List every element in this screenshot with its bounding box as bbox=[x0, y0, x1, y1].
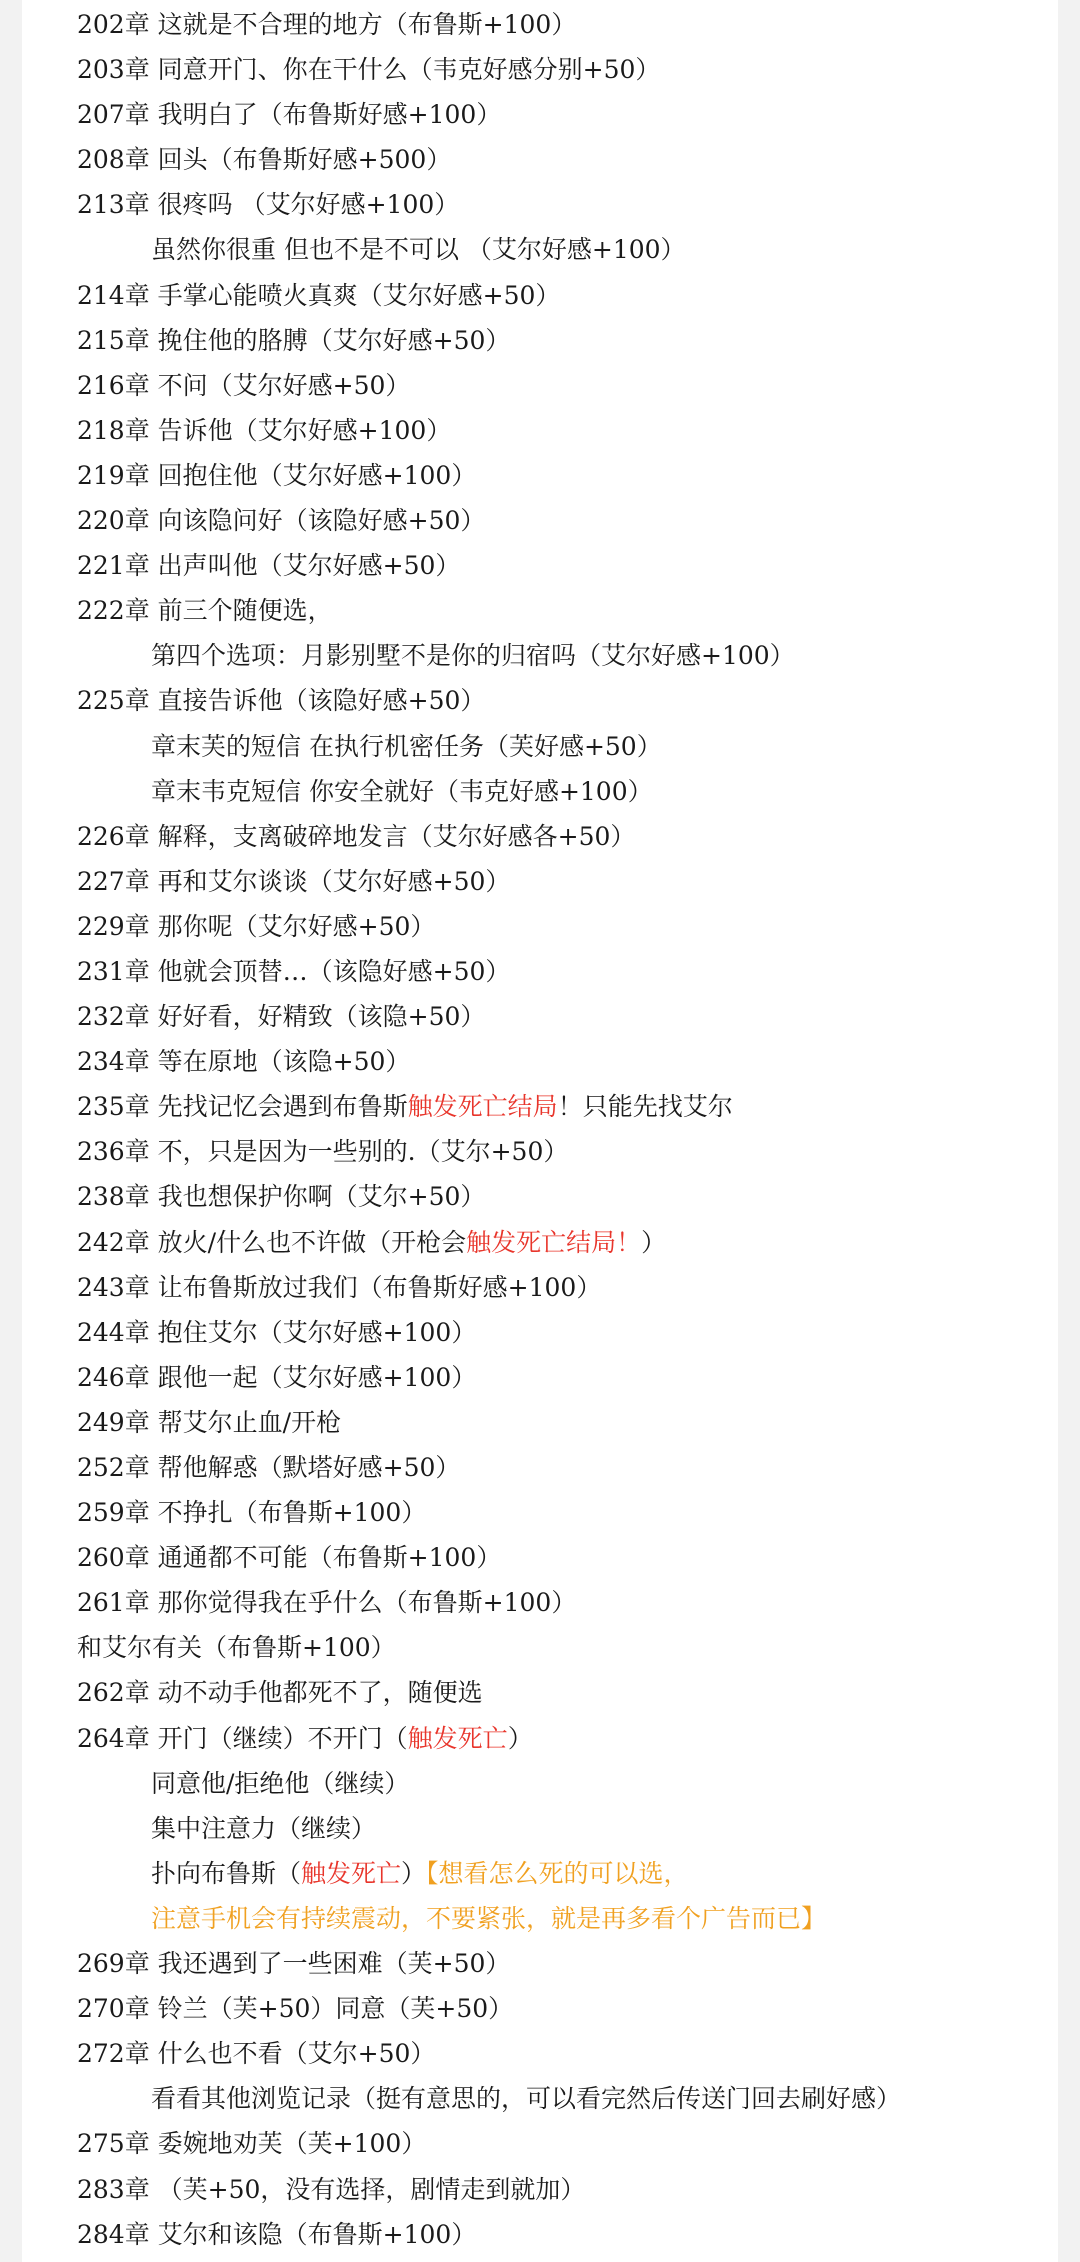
sub-option-line bbox=[77, 769, 1057, 814]
line-text: 扑向布鲁斯（ bbox=[151, 1858, 302, 1888]
line-text: 第四个选项：月影别墅不是你的归宿吗（艾尔好感+100） bbox=[151, 641, 795, 671]
chapter-entry-line bbox=[77, 859, 1057, 904]
chapter-entry-line bbox=[77, 814, 1057, 859]
sub-option-line bbox=[77, 1806, 1057, 1851]
chapter-entry-line bbox=[77, 47, 1057, 92]
line-text: ！只能先找艾尔 bbox=[557, 1092, 733, 1122]
document-page bbox=[22, 0, 1058, 2262]
chapter-entry-line bbox=[77, 1129, 1057, 1174]
line-text: ） bbox=[507, 1723, 533, 1753]
line-text: 272章 什么也不看（艾尔+50） bbox=[77, 2039, 436, 2069]
line-text: 249章 帮艾尔止血/开枪 bbox=[77, 1407, 342, 1437]
line-text: ） bbox=[401, 1858, 427, 1888]
line-text: 235章 先找记忆会遇到布鲁斯 bbox=[77, 1092, 408, 1122]
line-text: 218章 告诉他（艾尔好感+100） bbox=[77, 415, 452, 445]
line-text: 262章 动不动手他都死不了，随便选 bbox=[77, 1678, 483, 1708]
chapter-entry-line bbox=[77, 1220, 1057, 1265]
chapter-entry-line bbox=[77, 1265, 1057, 1310]
chapter-entry-line bbox=[77, 2, 1057, 47]
guide-lines-list bbox=[77, 2, 1057, 2257]
line-text: 261章 那你觉得我在乎什么（布鲁斯+100） bbox=[77, 1588, 577, 1618]
chapter-entry-line bbox=[77, 318, 1057, 363]
chapter-entry-line bbox=[77, 1535, 1057, 1580]
line-text: 208章 回头（布鲁斯好感+500） bbox=[77, 145, 452, 175]
sub-option-line bbox=[77, 227, 1057, 272]
chapter-entry-line bbox=[77, 363, 1057, 408]
chapter-entry-line bbox=[77, 1490, 1057, 1535]
death-warning-text: 触发死亡 bbox=[301, 1858, 402, 1888]
line-text: 229章 那你呢（艾尔好感+50） bbox=[77, 911, 436, 941]
chapter-entry-line bbox=[77, 904, 1057, 949]
death-warning-text: 触发死亡结局 bbox=[407, 1092, 558, 1122]
chapter-entry-line bbox=[77, 273, 1057, 318]
line-text: 243章 让布鲁斯放过我们（布鲁斯好感+100） bbox=[77, 1272, 602, 1302]
chapter-entry-line bbox=[77, 1084, 1057, 1129]
chapter-entry-line bbox=[77, 1310, 1057, 1355]
line-text: 219章 回抱住他（艾尔好感+100） bbox=[77, 460, 477, 490]
line-text: 234章 等在原地（该隐+50） bbox=[77, 1047, 411, 1077]
line-text: 226章 解释，支离破碎地发言（艾尔好感各+50） bbox=[77, 821, 636, 851]
line-text: 215章 挽住他的胳膊（艾尔好感+50） bbox=[77, 325, 511, 355]
line-text: 章末芙的短信 在执行机密任务（芙好感+50） bbox=[151, 731, 662, 761]
line-text: 264章 开门（继续）不开门（ bbox=[77, 1723, 408, 1753]
line-text: 虽然你很重 但也不是不可以 （艾尔好感+100） bbox=[151, 235, 686, 265]
tip-note-text: 【想看怎么死的可以选， bbox=[426, 1858, 689, 1888]
line-text: 214章 手掌心能喷火真爽（艾尔好感+50） bbox=[77, 280, 561, 310]
line-text: 和艾尔有关（布鲁斯+100） bbox=[77, 1633, 396, 1663]
chapter-entry-line bbox=[77, 1986, 1057, 2031]
line-text: 238章 我也想保护你啊（艾尔+50） bbox=[77, 1182, 486, 1212]
chapter-entry-line bbox=[77, 2121, 1057, 2166]
chapter-entry-line bbox=[77, 2167, 1057, 2212]
line-text: 集中注意力（继续） bbox=[151, 1813, 377, 1843]
chapter-entry-line bbox=[77, 2212, 1057, 2257]
chapter-entry-line bbox=[77, 1174, 1057, 1219]
chapter-entry-line bbox=[77, 1716, 1057, 1761]
line-text: 284章 艾尔和该隐（布鲁斯+100） bbox=[77, 2219, 477, 2249]
line-text: 260章 通通都不可能（布鲁斯+100） bbox=[77, 1543, 502, 1573]
line-text: 275章 委婉地劝芙（芙+100） bbox=[77, 2129, 427, 2159]
line-text: 232章 好好看，好精致（该隐+50） bbox=[77, 1002, 486, 1032]
sub-option-line bbox=[77, 724, 1057, 769]
sub-option-line bbox=[77, 1761, 1057, 1806]
line-text: 221章 出声叫他（艾尔好感+50） bbox=[77, 551, 461, 581]
chapter-entry-line bbox=[77, 1400, 1057, 1445]
sub-option-line bbox=[77, 2076, 1057, 2121]
chapter-entry-line bbox=[77, 1039, 1057, 1084]
line-text: 269章 我还遇到了一些困难（芙+50） bbox=[77, 1949, 511, 1979]
chapter-entry-line bbox=[77, 543, 1057, 588]
chapter-entry-line bbox=[77, 2031, 1057, 2076]
chapter-entry-line bbox=[77, 1580, 1057, 1625]
line-text: 章末韦克短信 你安全就好（韦克好感+100） bbox=[151, 776, 653, 806]
chapter-entry-line bbox=[77, 1355, 1057, 1400]
chapter-entry-line bbox=[77, 453, 1057, 498]
chapter-entry-line bbox=[77, 994, 1057, 1039]
line-text: 259章 不挣扎（布鲁斯+100） bbox=[77, 1498, 427, 1528]
line-text: 213章 很疼吗 （艾尔好感+100） bbox=[77, 190, 460, 220]
line-text: 225章 直接告诉他（该隐好感+50） bbox=[77, 686, 486, 716]
chapter-entry-line bbox=[77, 1941, 1057, 1986]
death-warning-text: 触发死亡 bbox=[407, 1723, 508, 1753]
chapter-entry-line bbox=[77, 949, 1057, 994]
chapter-entry-line bbox=[77, 182, 1057, 227]
line-text: 236章 不，只是因为一些别的.（艾尔+50） bbox=[77, 1137, 569, 1167]
line-text: 222章 前三个随便选， bbox=[77, 596, 333, 626]
death-warning-text: 触发死亡结局！ bbox=[466, 1227, 642, 1257]
line-text: 283章 （芙+50，没有选择，剧情走到就加） bbox=[77, 2174, 586, 2204]
chapter-entry-line bbox=[77, 1445, 1057, 1490]
sub-option-line bbox=[77, 1896, 1057, 1941]
line-text: 244章 抱住艾尔（艾尔好感+100） bbox=[77, 1317, 477, 1347]
chapter-entry-line bbox=[77, 498, 1057, 543]
line-text: 202章 这就是不合理的地方（布鲁斯+100） bbox=[77, 10, 577, 39]
line-text: 246章 跟他一起（艾尔好感+100） bbox=[77, 1362, 477, 1392]
sub-option-line bbox=[77, 1851, 1057, 1896]
chapter-entry-line bbox=[77, 137, 1057, 182]
line-text: 同意他/拒绝他（继续） bbox=[151, 1768, 410, 1798]
sub-option-line bbox=[77, 633, 1057, 678]
chapter-entry-line bbox=[77, 92, 1057, 137]
line-text: ） bbox=[641, 1227, 667, 1257]
line-text: 227章 再和艾尔谈谈（艾尔好感+50） bbox=[77, 866, 511, 896]
chapter-entry-line bbox=[77, 588, 1057, 633]
line-text: 242章 放火/什么也不许做（开枪会 bbox=[77, 1227, 467, 1257]
tip-note-text: 注意手机会有持续震动，不要紧张，就是再多看个广告而已】 bbox=[151, 1903, 827, 1933]
line-text: 207章 我明白了（布鲁斯好感+100） bbox=[77, 100, 502, 130]
chapter-entry-line bbox=[77, 1670, 1057, 1715]
line-text: 203章 同意开门、你在干什么（韦克好感分别+50） bbox=[77, 55, 661, 85]
chapter-entry-line bbox=[77, 1625, 1057, 1670]
chapter-entry-line bbox=[77, 408, 1057, 453]
line-text: 252章 帮他解惑（默塔好感+50） bbox=[77, 1453, 461, 1482]
line-text: 看看其他浏览记录（挺有意思的，可以看完然后传送门回去刷好感） bbox=[151, 2084, 902, 2114]
line-text: 220章 向该隐问好（该隐好感+50） bbox=[77, 506, 486, 536]
chapter-entry-line bbox=[77, 678, 1057, 723]
line-text: 270章 铃兰（芙+50）同意（芙+50） bbox=[77, 1994, 514, 2024]
line-text: 231章 他就会顶替…（该隐好感+50） bbox=[77, 956, 511, 986]
line-text: 216章 不问（艾尔好感+50） bbox=[77, 370, 411, 400]
